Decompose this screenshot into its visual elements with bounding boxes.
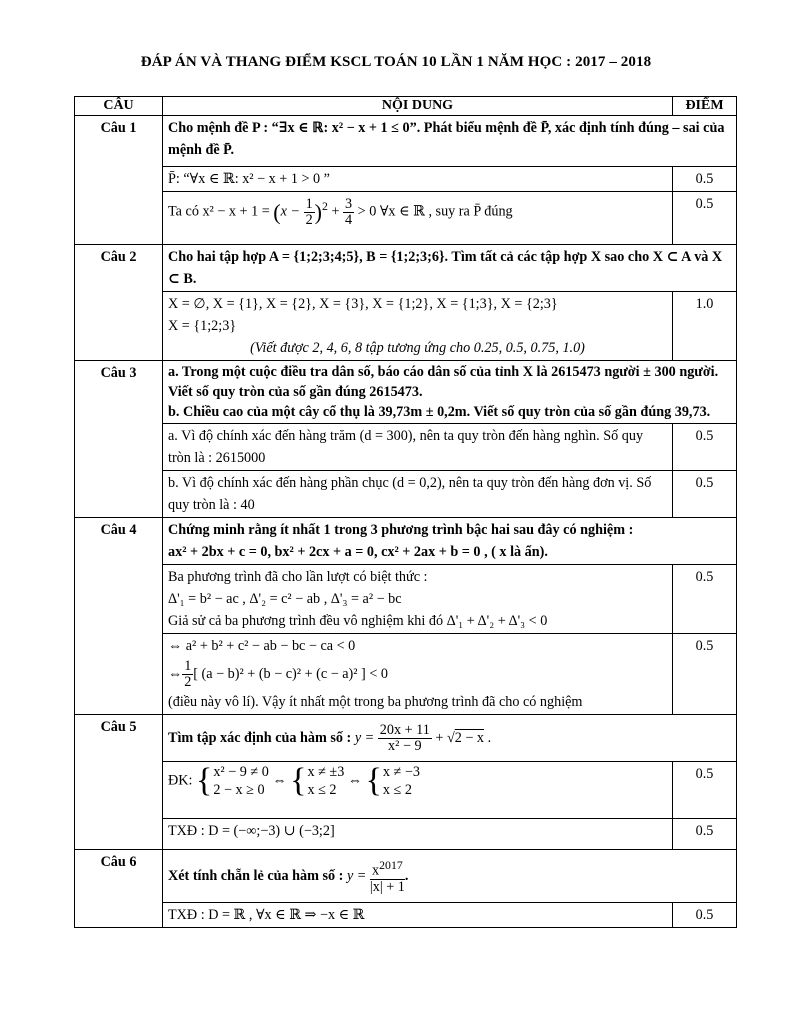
answer-line: (điều này vô lí). Vậy ít nhất một trong ba phương trình đã cho có nghiệm: [168, 694, 583, 710]
table-row: [75, 850, 737, 903]
answer-line: Ba phương trình đã cho lần lượt có biệt thức :: [168, 569, 428, 585]
answer-table: [74, 96, 737, 928]
answer-step: a. Vì độ chính xác đến hàng trăm (d = 300), nên ta quy tròn đến hàng nghìn. Số quy tròn là : 2615000: [163, 424, 673, 471]
prompt-line: Chứng minh rằng ít nhất 1 trong 3 phương trình bậc hai sau đây có nghiệm :: [168, 522, 634, 538]
prompt-part-b: b. Chiều cao của một cây cổ thụ là 39,73m ± 0,2m. Viết số quy tròn của số gần đúng 39,73.: [168, 404, 711, 420]
question-label: Câu 5: [75, 715, 163, 850]
question-label: Câu 4: [75, 518, 163, 715]
table-row: [75, 192, 737, 245]
col-header-cau: CÂU: [75, 97, 163, 116]
function-fraction: $\frac{x^{2017}}{|x| + 1}$: [369, 858, 405, 896]
answer-step: [163, 634, 673, 715]
points: 0.5: [673, 424, 737, 471]
answer-step: b. Vì độ chính xác đến hàng phần chục (d = 0,2), nên ta quy tròn đến hàng đơn vị. Số quy tròn là : 40: [163, 471, 673, 518]
condition-system: { x² − 9 ≠ 0 2 − x ≥ 0: [195, 762, 269, 799]
table-row: [75, 715, 737, 762]
points: 0.5: [673, 471, 737, 518]
points: 0.5: [673, 192, 737, 245]
answer-line: X = {1;2;3}: [168, 318, 237, 334]
table-row: [75, 634, 737, 715]
table-row: [75, 116, 737, 167]
points: 0.5: [673, 167, 737, 192]
answer-step: [163, 565, 673, 634]
question-prompt: [163, 361, 737, 424]
table-header-row: [75, 97, 737, 116]
table-row: [75, 518, 737, 565]
fraction-one-half: $\frac{1}{2}$: [184, 658, 192, 691]
answer-line: Δ'₁ = b² − ac , Δ'₂ = c² − ab , Δ'₃ = a² − bc: [168, 591, 402, 607]
answer-step: TXĐ : D = ℝ , ∀x ∈ ℝ ⇒ −x ∈ ℝ: [163, 903, 673, 928]
scoring-note: (Viết được 2, 4, 6, 8 tập tương ứng cho 0.25, 0.5, 0.75, 1.0): [250, 340, 585, 356]
table-row: [75, 245, 737, 292]
answer-step: ĐK: { x² − 9 ≠ 0 2 − x ≥ 0 ⇔ { x ≠ ±3 x ≤ 2 ⇔ { x ≠ −3 x ≤ 2: [163, 762, 673, 819]
condition-system: { x ≠ −3 x ≤ 2: [365, 762, 420, 799]
answer-step: TXĐ : D = (−∞;−3) ∪ (−3;2]: [163, 819, 673, 850]
answer-line: ⇔ $\frac{1}{2}$ [ (a − b)² + (b − c)² + (c − a)² ] < 0: [168, 658, 388, 691]
condition-system: { x ≠ ±3 x ≤ 2: [290, 762, 345, 799]
points: 0.5: [673, 565, 737, 634]
fraction-one-half: $\frac{1}{2}$: [305, 195, 313, 228]
table-row: [75, 565, 737, 634]
question-prompt: Cho hai tập hợp A = {1;2;3;4;5}, B = {1;2;3;6}. Tìm tất cả các tập hợp X sao cho X ⊂ A và X ⊂ B.: [163, 245, 737, 292]
table-row: [75, 361, 737, 424]
table-row: [75, 903, 737, 928]
question-label: Câu 1: [75, 116, 163, 245]
page-title: ĐÁP ÁN VÀ THANG ĐIỂM KSCL TOÁN 10 LẦN 1 NĂM HỌC : 2017 – 2018: [140, 54, 652, 70]
prompt-equations: ax² + 2bx + c = 0, bx² + 2cx + a = 0, cx² + 2ax + b = 0 , ( x là ẩn).: [168, 544, 548, 560]
table-row: [75, 292, 737, 361]
answer-step: P̄: “∀x ∈ ℝ: x² − x + 1 > 0 ”: [163, 167, 673, 192]
answer-text: > 0 ∀x ∈ ℝ , suy ra P̄ đúng: [357, 203, 513, 220]
table-row: [75, 167, 737, 192]
answer-step: Ta có x² − x + 1 = (x − $\frac{1}{2}$ )$^2$ + $\frac{3}{4}$ > 0 ∀x ∈ ℝ , suy ra P̄ đúng: [163, 192, 673, 245]
answer-line: X = ∅, X = {1}, X = {2}, X = {3}, X = {1;2}, X = {1;3}, X = {2;3}: [168, 296, 558, 312]
table-row: [75, 471, 737, 518]
col-header-diem: ĐIỂM: [673, 97, 737, 116]
points: 1.0: [673, 292, 737, 361]
fraction-three-quarters: $\frac{3}{4}$: [345, 195, 353, 228]
points: 0.5: [673, 819, 737, 850]
points: 0.5: [673, 762, 737, 819]
points: 0.5: [673, 903, 737, 928]
function-fraction: $\frac{20x + 11}{\text{x² − 9}}$: [379, 722, 430, 755]
table-row: [75, 762, 737, 819]
question-label: Câu 2: [75, 245, 163, 361]
question-prompt: Xét tính chẵn lẻ của hàm số : y = $\frac{x^{2017}}{|x| + 1}$ .: [163, 850, 737, 903]
answer-text: Ta có x² − x + 1 =: [168, 203, 270, 220]
question-prompt: Tìm tập xác định của hàm số : y = $\frac{20x + 11}{\text{x² − 9}}$ + √2 − x .: [163, 715, 737, 762]
question-prompt: [163, 518, 737, 565]
answer-step: [163, 292, 673, 361]
question-label: Câu 6: [75, 850, 163, 928]
question-label: Câu 3: [75, 361, 163, 518]
table-row: [75, 819, 737, 850]
points: 0.5: [673, 634, 737, 715]
table-row: [75, 424, 737, 471]
prompt-part-a: a. Trong một cuộc điều tra dân số, báo cáo dân số của tỉnh X là 2615473 người ± 300 người. Viết số quy tròn của số gần đúng 2615473.: [168, 364, 719, 400]
col-header-noidung: NỘI DUNG: [163, 97, 673, 116]
answer-line: ⇔ a² + b² + c² − ab − bc − ca < 0: [168, 638, 356, 654]
question-prompt: Cho mệnh đề P : “∃x ∈ ℝ: x² − x + 1 ≤ 0”. Phát biểu mệnh đề P̄, xác định tính đúng – sai của mệnh đề P̄.: [163, 116, 737, 167]
answer-line: Giả sử cả ba phương trình đều vô nghiệm khi đó Δ'₁ + Δ'₂ + Δ'₃ < 0: [168, 613, 548, 629]
